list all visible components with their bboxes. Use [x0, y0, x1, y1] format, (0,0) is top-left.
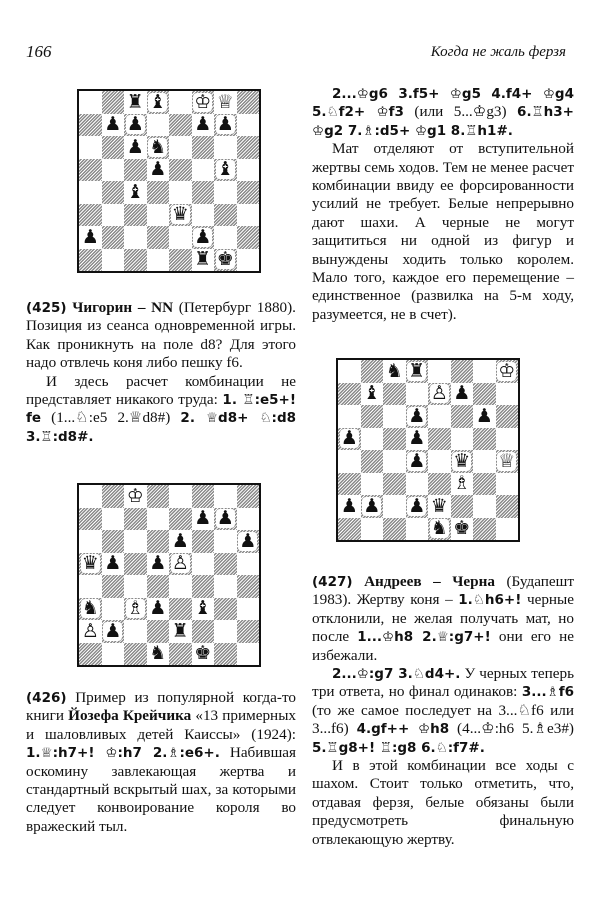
board-square — [169, 643, 192, 666]
board-square — [147, 181, 170, 204]
black-pawn-icon: ♟ — [149, 158, 167, 181]
board-square — [79, 643, 102, 666]
board-square — [192, 553, 215, 576]
black-knight-icon: ♞ — [430, 517, 448, 540]
paragraph-text: (или 5...♔g3) — [403, 103, 518, 121]
board-square — [169, 136, 192, 159]
board-square — [147, 508, 170, 531]
board-square — [192, 136, 215, 159]
board-square — [124, 553, 147, 576]
board-square — [237, 575, 260, 598]
board-square — [192, 485, 215, 508]
board-square — [361, 473, 384, 496]
running-title: Когда не жаль ферзя — [430, 44, 566, 60]
board-square — [192, 181, 215, 204]
move-sequence: 6.♖h3+ ♔g2 7.♗:d5+ ♔g1 8.♖h1#. — [312, 104, 574, 139]
move-sequence: 5.♖g8+! ♖:g8 6.♘:f7#. — [312, 739, 485, 756]
board-square — [406, 518, 429, 541]
black-rook-icon: ♜ — [126, 90, 144, 113]
board-square — [102, 204, 125, 227]
board-square — [79, 204, 102, 227]
board-square — [124, 598, 147, 621]
board-square — [406, 360, 429, 383]
black-pawn-icon: ♟ — [126, 113, 144, 136]
board-square — [124, 485, 147, 508]
left-column-bottom — [26, 689, 296, 836]
black-pawn-icon: ♟ — [363, 494, 381, 517]
board-square — [406, 405, 429, 428]
board-square — [428, 473, 451, 496]
board-square — [338, 405, 361, 428]
paragraph-text: черные отклонили, не желая получать мат, но после — [312, 591, 574, 646]
paragraph-text: Пример из популярной когда-то книги — [26, 689, 296, 725]
board-square — [214, 181, 237, 204]
board-square — [406, 428, 429, 451]
paragraph-continuation — [312, 85, 574, 140]
board-square — [383, 405, 406, 428]
chess-diagram-426 — [77, 483, 261, 667]
white-pawn-icon: ♙ — [171, 552, 189, 575]
board-square — [338, 495, 361, 518]
paragraph-426 — [26, 689, 296, 836]
board-square — [124, 508, 147, 531]
right-column-bottom — [312, 573, 574, 849]
board-square — [169, 620, 192, 643]
board-square — [214, 485, 237, 508]
board-square — [79, 620, 102, 643]
board-square — [192, 159, 215, 182]
chess-diagram-427 — [336, 358, 520, 542]
board-square — [361, 360, 384, 383]
black-pawn-icon: ♟ — [340, 494, 358, 517]
black-pawn-icon: ♟ — [239, 529, 257, 552]
black-pawn-icon: ♟ — [408, 404, 426, 427]
board-square — [451, 383, 474, 406]
board-square — [237, 114, 260, 137]
paragraph-text: (1...♘:e5 2.♕d8#) — [41, 409, 181, 427]
board-square — [338, 450, 361, 473]
board-square — [79, 249, 102, 272]
board-square — [237, 226, 260, 249]
board-square — [169, 91, 192, 114]
board-square — [79, 91, 102, 114]
board-square — [124, 530, 147, 553]
board-square — [237, 204, 260, 227]
black-bishop-icon: ♝ — [126, 180, 144, 203]
black-king-icon: ♚ — [453, 517, 471, 540]
board-square — [237, 598, 260, 621]
paragraph-text: Набившая оскомину завлекающая жертва и стандартный вскрытый шах, за которыми следует конвоирование короля во вражеский тыл. — [26, 744, 297, 835]
board-square — [214, 508, 237, 531]
board-square — [496, 450, 519, 473]
board-square — [237, 530, 260, 553]
black-rook-icon: ♜ — [171, 619, 189, 642]
board-square — [214, 204, 237, 227]
board-square — [169, 575, 192, 598]
board-square — [496, 495, 519, 518]
board-square — [79, 508, 102, 531]
board-square — [102, 530, 125, 553]
board-square — [473, 495, 496, 518]
board-square — [237, 620, 260, 643]
board-square — [237, 485, 260, 508]
left-column — [26, 299, 296, 446]
paragraph-conclusion: И в этой комбинации все ходы с шахом. Стоит только отметить, что, отдавая ферзя, белые обязаны были предусмотреть финальную отвлекающую жертву. — [312, 757, 574, 848]
board-square — [383, 518, 406, 541]
white-pawn-icon: ♙ — [430, 382, 448, 405]
paragraph-text: И здесь расчет комбинации не представляет никакого труда: — [26, 372, 296, 409]
board-square — [428, 428, 451, 451]
board-square — [192, 598, 215, 621]
board-square — [79, 485, 102, 508]
paragraph-425-solution — [26, 373, 296, 447]
board-square — [473, 428, 496, 451]
game-number: (427) — [312, 574, 353, 590]
black-rook-icon: ♜ — [194, 248, 212, 271]
players: Андреев – Черна — [364, 573, 495, 590]
board-square — [147, 249, 170, 272]
board-square — [147, 91, 170, 114]
board-square — [147, 620, 170, 643]
board-square — [214, 620, 237, 643]
board-square — [147, 226, 170, 249]
board-square — [237, 136, 260, 159]
board-square — [124, 643, 147, 666]
black-pawn-icon: ♟ — [104, 113, 122, 136]
board-square — [214, 575, 237, 598]
white-bishop-icon: ♗ — [126, 597, 144, 620]
game-number: (425) — [26, 300, 67, 316]
board-square — [451, 405, 474, 428]
board-square — [147, 136, 170, 159]
board-square — [102, 249, 125, 272]
book-author: Йозефа Крейчика — [68, 707, 192, 725]
board-square — [102, 91, 125, 114]
black-pawn-icon: ♟ — [408, 449, 426, 472]
black-bishop-icon: ♝ — [149, 90, 167, 113]
board-square — [451, 360, 474, 383]
board-square — [237, 643, 260, 666]
board-square — [406, 450, 429, 473]
board-square — [383, 383, 406, 406]
white-king-icon: ♔ — [194, 90, 212, 113]
players: Чигорин – NN — [72, 299, 174, 316]
board-square — [496, 405, 519, 428]
board-square — [338, 360, 361, 383]
board-square — [169, 508, 192, 531]
board-square — [169, 204, 192, 227]
white-bishop-icon: ♗ — [453, 472, 471, 495]
board-square — [383, 428, 406, 451]
board-square — [124, 114, 147, 137]
board-square — [383, 495, 406, 518]
board-square — [124, 136, 147, 159]
board-square — [451, 450, 474, 473]
board-square — [79, 136, 102, 159]
board-square — [338, 473, 361, 496]
board-square — [214, 553, 237, 576]
move-sequence: 2...♔:g7 3.♘d4+. — [332, 666, 461, 683]
board-square — [473, 360, 496, 383]
board-square — [124, 91, 147, 114]
paragraph-text: «13 примерных и шаловливых детей Каиссы» (1924): — [26, 707, 296, 743]
black-pawn-icon: ♟ — [216, 113, 234, 136]
black-pawn-icon: ♟ — [171, 529, 189, 552]
white-pawn-icon: ♙ — [81, 619, 99, 642]
board-square — [192, 91, 215, 114]
move-sequence: 2...♔g6 3.f5+ ♔g5 4.f4+ ♔g4 5.♘f2+ ♔f3 — [312, 86, 574, 121]
black-pawn-icon: ♟ — [408, 427, 426, 450]
board-square — [214, 91, 237, 114]
board-square — [496, 473, 519, 496]
move-sequence: 3...♗f6 — [521, 684, 574, 701]
board-square — [102, 575, 125, 598]
board-square — [214, 643, 237, 666]
board-square — [406, 473, 429, 496]
black-pawn-icon: ♟ — [126, 135, 144, 158]
board-square — [102, 159, 125, 182]
paragraph-425 — [26, 299, 296, 373]
black-pawn-icon: ♟ — [104, 552, 122, 575]
black-rook-icon: ♜ — [408, 359, 426, 382]
board-square — [361, 495, 384, 518]
board-square — [214, 226, 237, 249]
board-square — [214, 159, 237, 182]
board-square — [361, 518, 384, 541]
board-square — [102, 508, 125, 531]
black-pawn-icon: ♟ — [194, 225, 212, 248]
board-square — [79, 553, 102, 576]
board-square — [102, 643, 125, 666]
board-square — [102, 553, 125, 576]
paragraph-427-solution — [312, 665, 574, 757]
move-sequence: 1...♔h8 2.♕:g7+! — [357, 629, 491, 646]
board-square — [79, 575, 102, 598]
white-queen-icon: ♕ — [498, 449, 516, 472]
black-pawn-icon: ♟ — [149, 552, 167, 575]
board-square — [79, 530, 102, 553]
board-square — [428, 405, 451, 428]
black-pawn-icon: ♟ — [104, 619, 122, 642]
board-square — [192, 204, 215, 227]
board-square — [383, 450, 406, 473]
board-square — [192, 226, 215, 249]
board-square — [237, 181, 260, 204]
board-square — [124, 575, 147, 598]
board-square — [428, 495, 451, 518]
board-square — [237, 159, 260, 182]
board-square — [192, 530, 215, 553]
board-square — [192, 620, 215, 643]
board-square — [124, 620, 147, 643]
board-square — [473, 405, 496, 428]
board-square — [496, 518, 519, 541]
board-square — [237, 91, 260, 114]
page-number: 166 — [26, 42, 52, 61]
board-square — [147, 553, 170, 576]
black-queen-icon: ♛ — [430, 494, 448, 517]
black-pawn-icon: ♟ — [216, 507, 234, 530]
board-square — [169, 553, 192, 576]
black-bishop-icon: ♝ — [216, 158, 234, 181]
board-square — [169, 159, 192, 182]
white-king-icon: ♔ — [498, 359, 516, 382]
board-square — [102, 181, 125, 204]
black-knight-icon: ♞ — [81, 597, 99, 620]
move-sequence: 1.♘h6+! — [458, 592, 522, 609]
board-square — [338, 428, 361, 451]
board-square — [496, 383, 519, 406]
game-number: (426) — [26, 690, 67, 706]
board-square — [451, 428, 474, 451]
board-square — [79, 226, 102, 249]
board-square — [147, 530, 170, 553]
board-square — [102, 114, 125, 137]
board-square — [214, 598, 237, 621]
board-square — [451, 518, 474, 541]
board-square — [192, 249, 215, 272]
black-knight-icon: ♞ — [385, 359, 403, 382]
paragraph-427 — [312, 573, 574, 665]
board-square — [169, 598, 192, 621]
board-square — [192, 575, 215, 598]
board-square — [102, 136, 125, 159]
move-sequence: 1. ♖:e5+! fe — [26, 392, 296, 427]
board-square — [214, 249, 237, 272]
board-square — [473, 473, 496, 496]
board-square — [214, 136, 237, 159]
right-column-top — [312, 85, 574, 324]
black-pawn-icon: ♟ — [408, 494, 426, 517]
board-square — [192, 643, 215, 666]
board-square — [79, 598, 102, 621]
board-square — [428, 450, 451, 473]
white-king-icon: ♔ — [126, 484, 144, 507]
white-queen-icon: ♕ — [216, 90, 234, 113]
board-square — [169, 181, 192, 204]
board-square — [237, 553, 260, 576]
board-square — [361, 450, 384, 473]
paragraph-text: (Петербург 1880). Позиция из сеанса одновременной игры. Как проникнуть на поле d8? Для этого надо отвлечь коня либо пешку f6. — [26, 299, 296, 372]
paragraph-text: (то же самое последует на 3...♘f6 или 3...f6) — [312, 701, 574, 738]
board-square — [79, 159, 102, 182]
black-queen-icon: ♛ — [171, 203, 189, 226]
board-square — [102, 598, 125, 621]
board-square — [192, 508, 215, 531]
board-square — [169, 485, 192, 508]
paragraph-text: (Будапешт 1983). Жертву коня – — [312, 573, 574, 609]
board-square — [406, 495, 429, 518]
black-king-icon: ♚ — [194, 642, 212, 665]
paragraph-text: они его не избежали. — [312, 628, 574, 664]
board-square — [428, 518, 451, 541]
black-pawn-icon: ♟ — [475, 404, 493, 427]
board-square — [237, 249, 260, 272]
board-square — [214, 114, 237, 137]
board-square — [473, 518, 496, 541]
board-square — [428, 360, 451, 383]
board-square — [147, 114, 170, 137]
board-square — [147, 159, 170, 182]
black-queen-icon: ♛ — [453, 449, 471, 472]
board-square — [169, 114, 192, 137]
board-square — [383, 473, 406, 496]
board-square — [169, 226, 192, 249]
black-pawn-icon: ♟ — [340, 427, 358, 450]
black-knight-icon: ♞ — [149, 135, 167, 158]
board-square — [102, 620, 125, 643]
board-square — [338, 518, 361, 541]
black-pawn-icon: ♟ — [194, 113, 212, 136]
board-square — [124, 181, 147, 204]
board-square — [102, 226, 125, 249]
move-sequence: 4.gf++ ♔h8 — [356, 721, 450, 738]
black-pawn-icon: ♟ — [81, 225, 99, 248]
board-square — [451, 473, 474, 496]
board-square — [124, 226, 147, 249]
board-square — [428, 383, 451, 406]
black-bishop-icon: ♝ — [194, 597, 212, 620]
board-square — [169, 530, 192, 553]
board-square — [79, 114, 102, 137]
board-square — [102, 485, 125, 508]
board-square — [361, 405, 384, 428]
black-king-icon: ♚ — [216, 248, 234, 271]
chess-diagram-425 — [77, 89, 261, 273]
board-square — [79, 181, 102, 204]
paragraph-text: У черных теперь три ответа, но финал одинаков: — [312, 665, 574, 701]
paragraph-commentary: Мат отделяют от вступительной жертвы семь ходов. Тем не менее расчет комбинации ввиду ее форсированности усилий не требует. Белые непрерывно дают шахи. А черные не могут защититься ни одной из фигур и вынуждены ходить только королем. Мало того, каждое его перемещение – единственное (развилка на 5-м ходу, разумеется, не в счет). — [312, 140, 574, 323]
black-pawn-icon: ♟ — [149, 597, 167, 620]
black-bishop-icon: ♝ — [363, 382, 381, 405]
board-square — [383, 360, 406, 383]
board-square — [496, 360, 519, 383]
board-square — [192, 114, 215, 137]
board-square — [124, 159, 147, 182]
black-queen-icon: ♛ — [81, 552, 99, 575]
board-square — [169, 249, 192, 272]
black-pawn-icon: ♟ — [453, 382, 471, 405]
board-square — [473, 450, 496, 473]
board-square — [147, 485, 170, 508]
board-square — [237, 508, 260, 531]
board-square — [496, 428, 519, 451]
board-square — [451, 495, 474, 518]
move-sequence: 2. ♕d8+ ♘:d8 3.♖:d8#. — [26, 410, 296, 445]
board-square — [124, 204, 147, 227]
move-sequence: 1.♕:h7+! ♔:h7 2.♗:e6+. — [26, 745, 220, 762]
board-square — [214, 530, 237, 553]
board-square — [124, 249, 147, 272]
board-square — [147, 575, 170, 598]
board-square — [361, 383, 384, 406]
board-square — [147, 598, 170, 621]
board-square — [473, 383, 496, 406]
black-knight-icon: ♞ — [149, 642, 167, 665]
board-square — [147, 204, 170, 227]
board-square — [361, 428, 384, 451]
board-square — [338, 383, 361, 406]
board-square — [406, 383, 429, 406]
paragraph-text: (4...♔:h6 5.♗e3#) — [449, 720, 574, 738]
board-square — [147, 643, 170, 666]
black-pawn-icon: ♟ — [194, 507, 212, 530]
